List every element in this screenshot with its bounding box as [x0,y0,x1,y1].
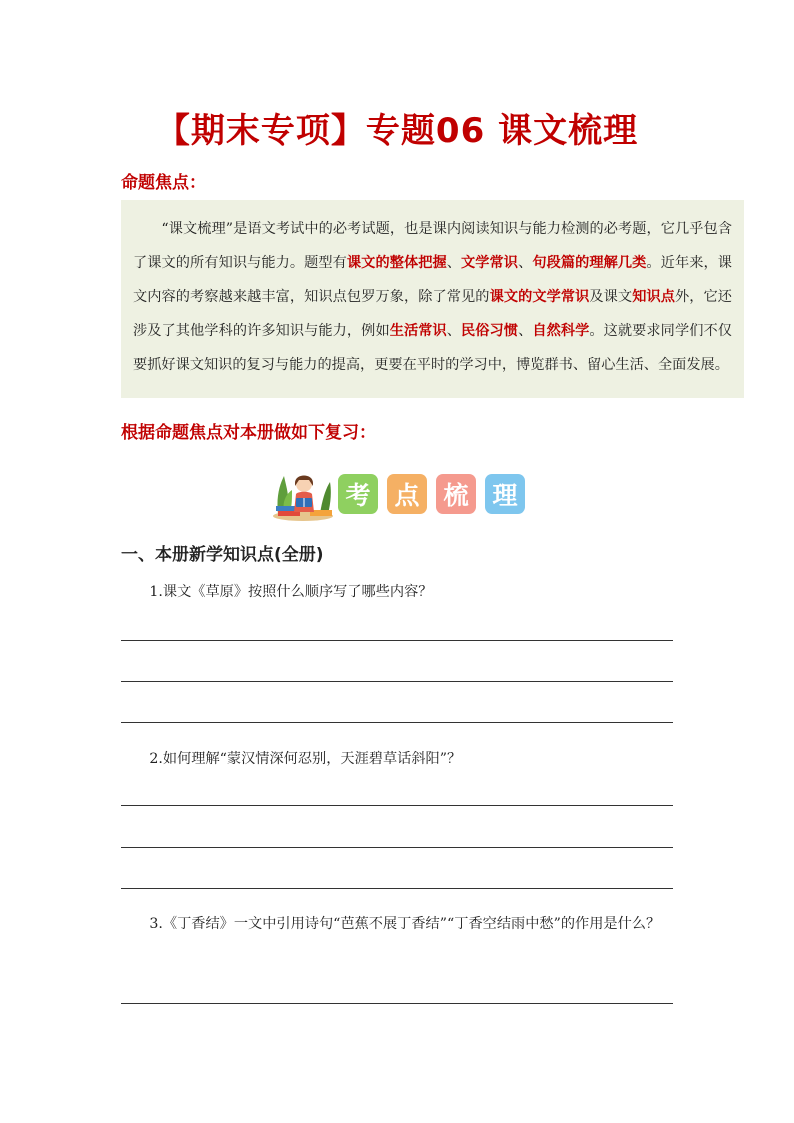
focus-heading: 命题焦点： [121,173,206,193]
question-1: 1.课文《草原》按照什么顺序写了哪些内容？ [149,584,433,600]
focus-box [121,200,744,398]
page-title: 【期末专项】专题06 课文梳理 [155,111,639,151]
focus-text-segment: 、 [518,255,533,271]
review-heading: 根据命题焦点对本册做如下复习： [121,423,376,443]
highlight-term: 自然科学 [532,323,590,339]
tile-dian: 点 [387,474,427,514]
part-heading: 一、本册新学知识点(全册) [121,545,324,565]
highlight-term: 课文的整体把握 [346,255,447,271]
tile-shu: 梳 [436,474,476,514]
focus-paragraph [133,212,732,382]
reading-child-illustration-icon [270,466,336,522]
highlight-term: 句段篇的理解几类 [532,255,647,271]
kaodian-banner [270,466,526,522]
tile-kao: 考 [338,474,378,514]
answer-line[interactable] [121,805,673,806]
highlight-term: 生活常识 [389,323,447,339]
focus-text-segment: 、 [446,323,462,339]
highlight-term: 民俗习惯 [461,323,519,339]
question-2: 2.如何理解“蒙汉情深何忍别，天涯碧草话斜阳”？ [149,751,462,767]
answer-line[interactable] [121,847,673,848]
focus-text-segment: 。这就要求同学们不仅要抓好课文知识的复习与能力的提高，更要在平时的学习中，博览群书、留心生活、全面发展。 [133,323,732,373]
focus-text-segment: 。近年来，课文内容的考察越来越丰富，知识点包罗万象，除了常见的 [133,255,732,305]
answer-line[interactable] [121,640,673,641]
tile-li: 理 [485,474,525,514]
focus-text-segment: 及课文 [589,289,633,305]
answer-line[interactable] [121,888,673,889]
focus-text-segment: 、 [446,255,462,271]
highlight-term: 知识点 [632,289,675,305]
answer-line[interactable] [121,681,673,682]
answer-line[interactable] [121,1003,673,1004]
focus-text-segment: 外，它还涉及了其他学科的许多知识与能力，例如 [133,289,732,339]
question-3: 3.《丁香结》一文中引用诗句“芭蕉不展丁香结”“丁香空结雨中愁”的作用是什么？ [149,916,661,932]
focus-text-segment: 、 [518,323,533,339]
answer-line[interactable] [121,722,673,723]
highlight-term: 文学常识 [461,255,519,271]
focus-text-segment: “课文梳理”是语文考试中的必考试题，也是课内阅读知识与能力检测的必考题，它几乎包含了课文的所有知识与能力。题型有 [133,221,732,271]
highlight-term: 课文的文学常识 [489,289,590,305]
